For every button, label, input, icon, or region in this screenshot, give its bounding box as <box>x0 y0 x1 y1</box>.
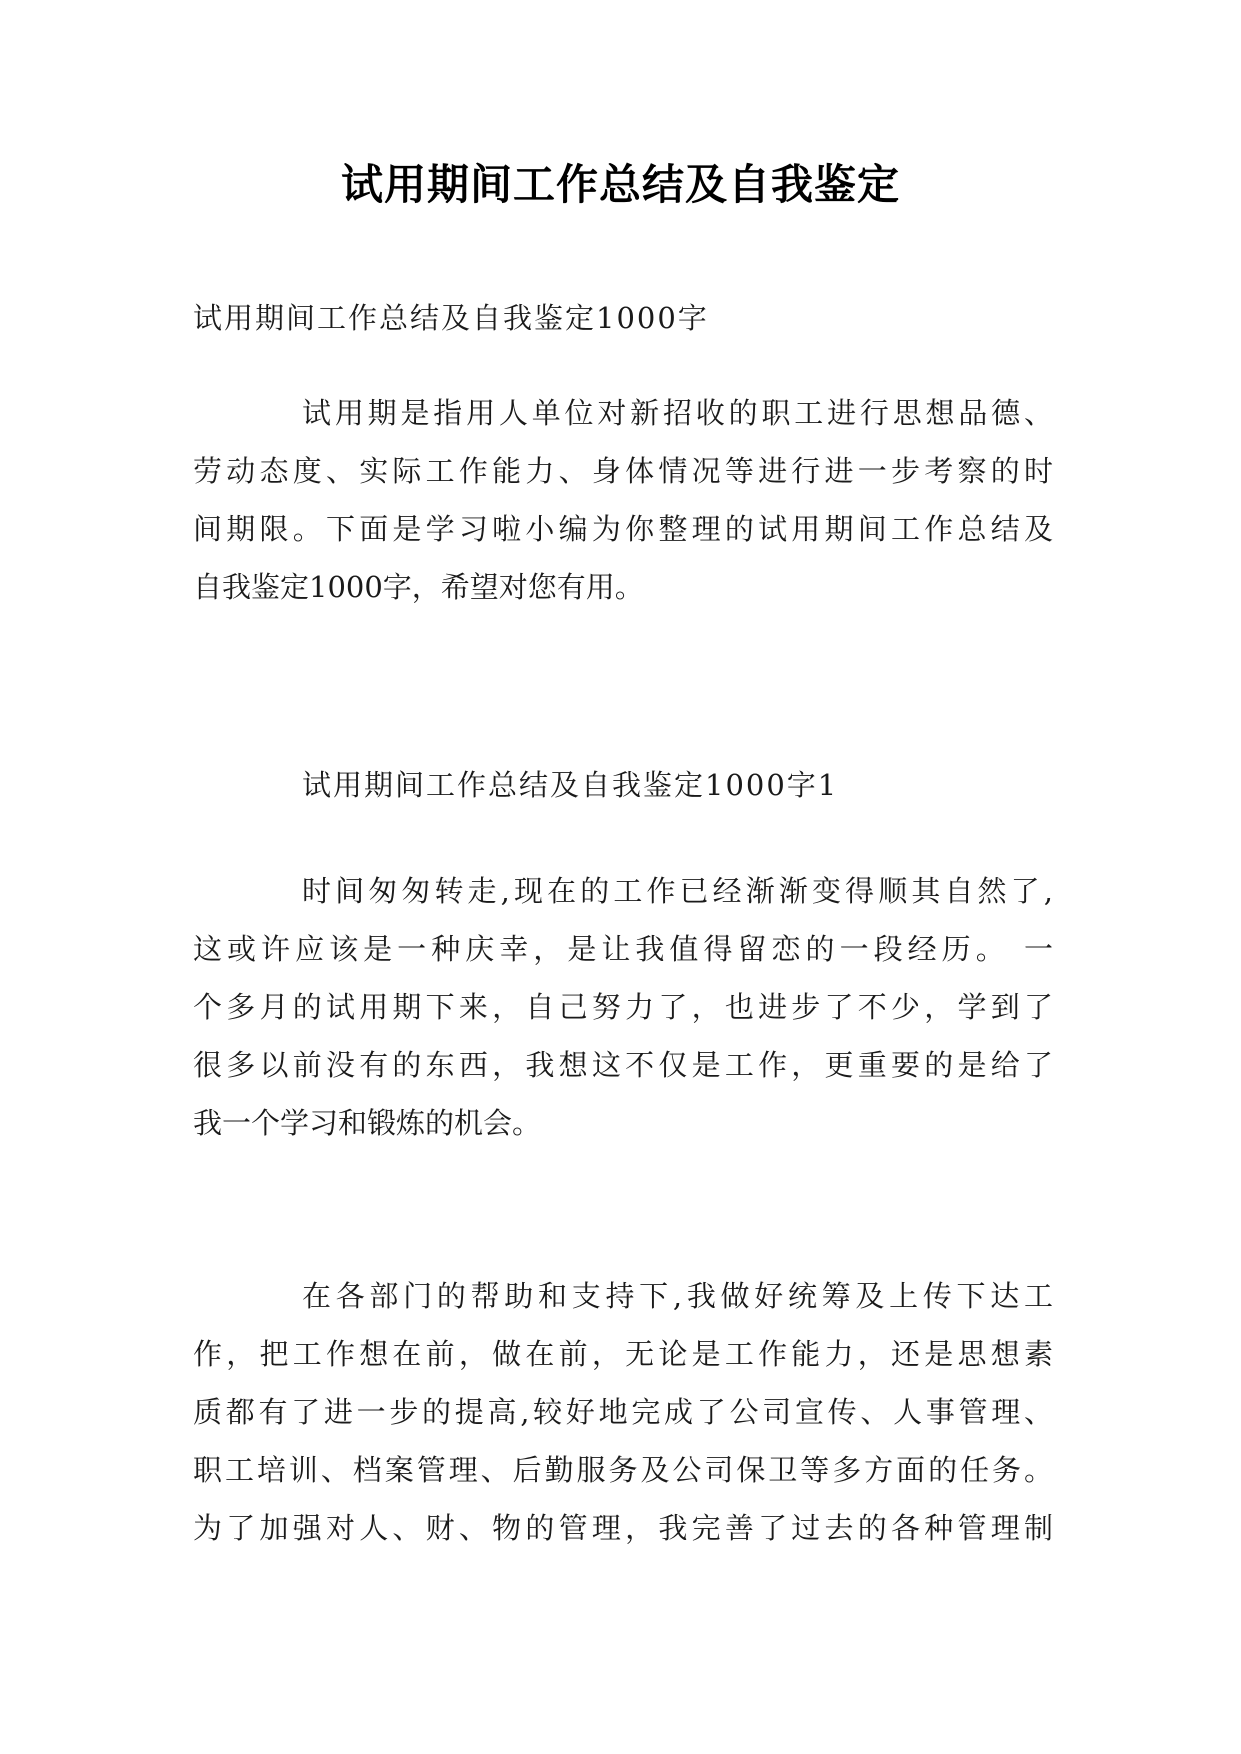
paragraph-line: 职工培训、档案管理、后勤服务及公司保卫等多方面的任务。 <box>193 1453 1053 1487</box>
document-subtitle: 试用期间工作总结及自我鉴定1000字 <box>193 301 709 335</box>
paragraph-line: 试用期是指用人单位对新招收的职工进行思想品德、 <box>302 396 1053 430</box>
paragraph-line: 时间匆匆转走,现在的工作已经渐渐变得顺其自然了, <box>302 874 1053 908</box>
paragraph-line: 这或许应该是一种庆幸，是让我值得留恋的一段经历。 一 <box>193 932 1053 966</box>
paragraph-line: 个多月的试用期下来，自己努力了，也进步了不少，学到了 <box>193 990 1053 1024</box>
document-title: 试用期间工作总结及自我鉴定 <box>340 160 900 209</box>
paragraph-line: 很多以前没有的东西，我想这不仅是工作，更重要的是给了 <box>193 1048 1053 1082</box>
paragraph-line: 自我鉴定1000字，希望对您有用。 <box>193 570 644 604</box>
section-heading: 试用期间工作总结及自我鉴定1000字1 <box>302 768 839 802</box>
paragraph-line: 质都有了进一步的提高,较好地完成了公司宣传、人事管理、 <box>193 1395 1053 1429</box>
paragraph-line: 作，把工作想在前，做在前，无论是工作能力，还是思想素 <box>193 1337 1053 1371</box>
paragraph-line: 我一个学习和锻炼的机会。 <box>193 1106 542 1140</box>
paragraph-line: 为了加强对人、财、物的管理，我完善了过去的各种管理制 <box>193 1511 1053 1545</box>
paragraph-line: 劳动态度、实际工作能力、身体情况等进行进一步考察的时 <box>193 454 1053 488</box>
paragraph-line: 间期限。下面是学习啦小编为你整理的试用期间工作总结及 <box>193 512 1053 546</box>
paragraph-line: 在各部门的帮助和支持下,我做好统筹及上传下达工 <box>302 1279 1053 1313</box>
